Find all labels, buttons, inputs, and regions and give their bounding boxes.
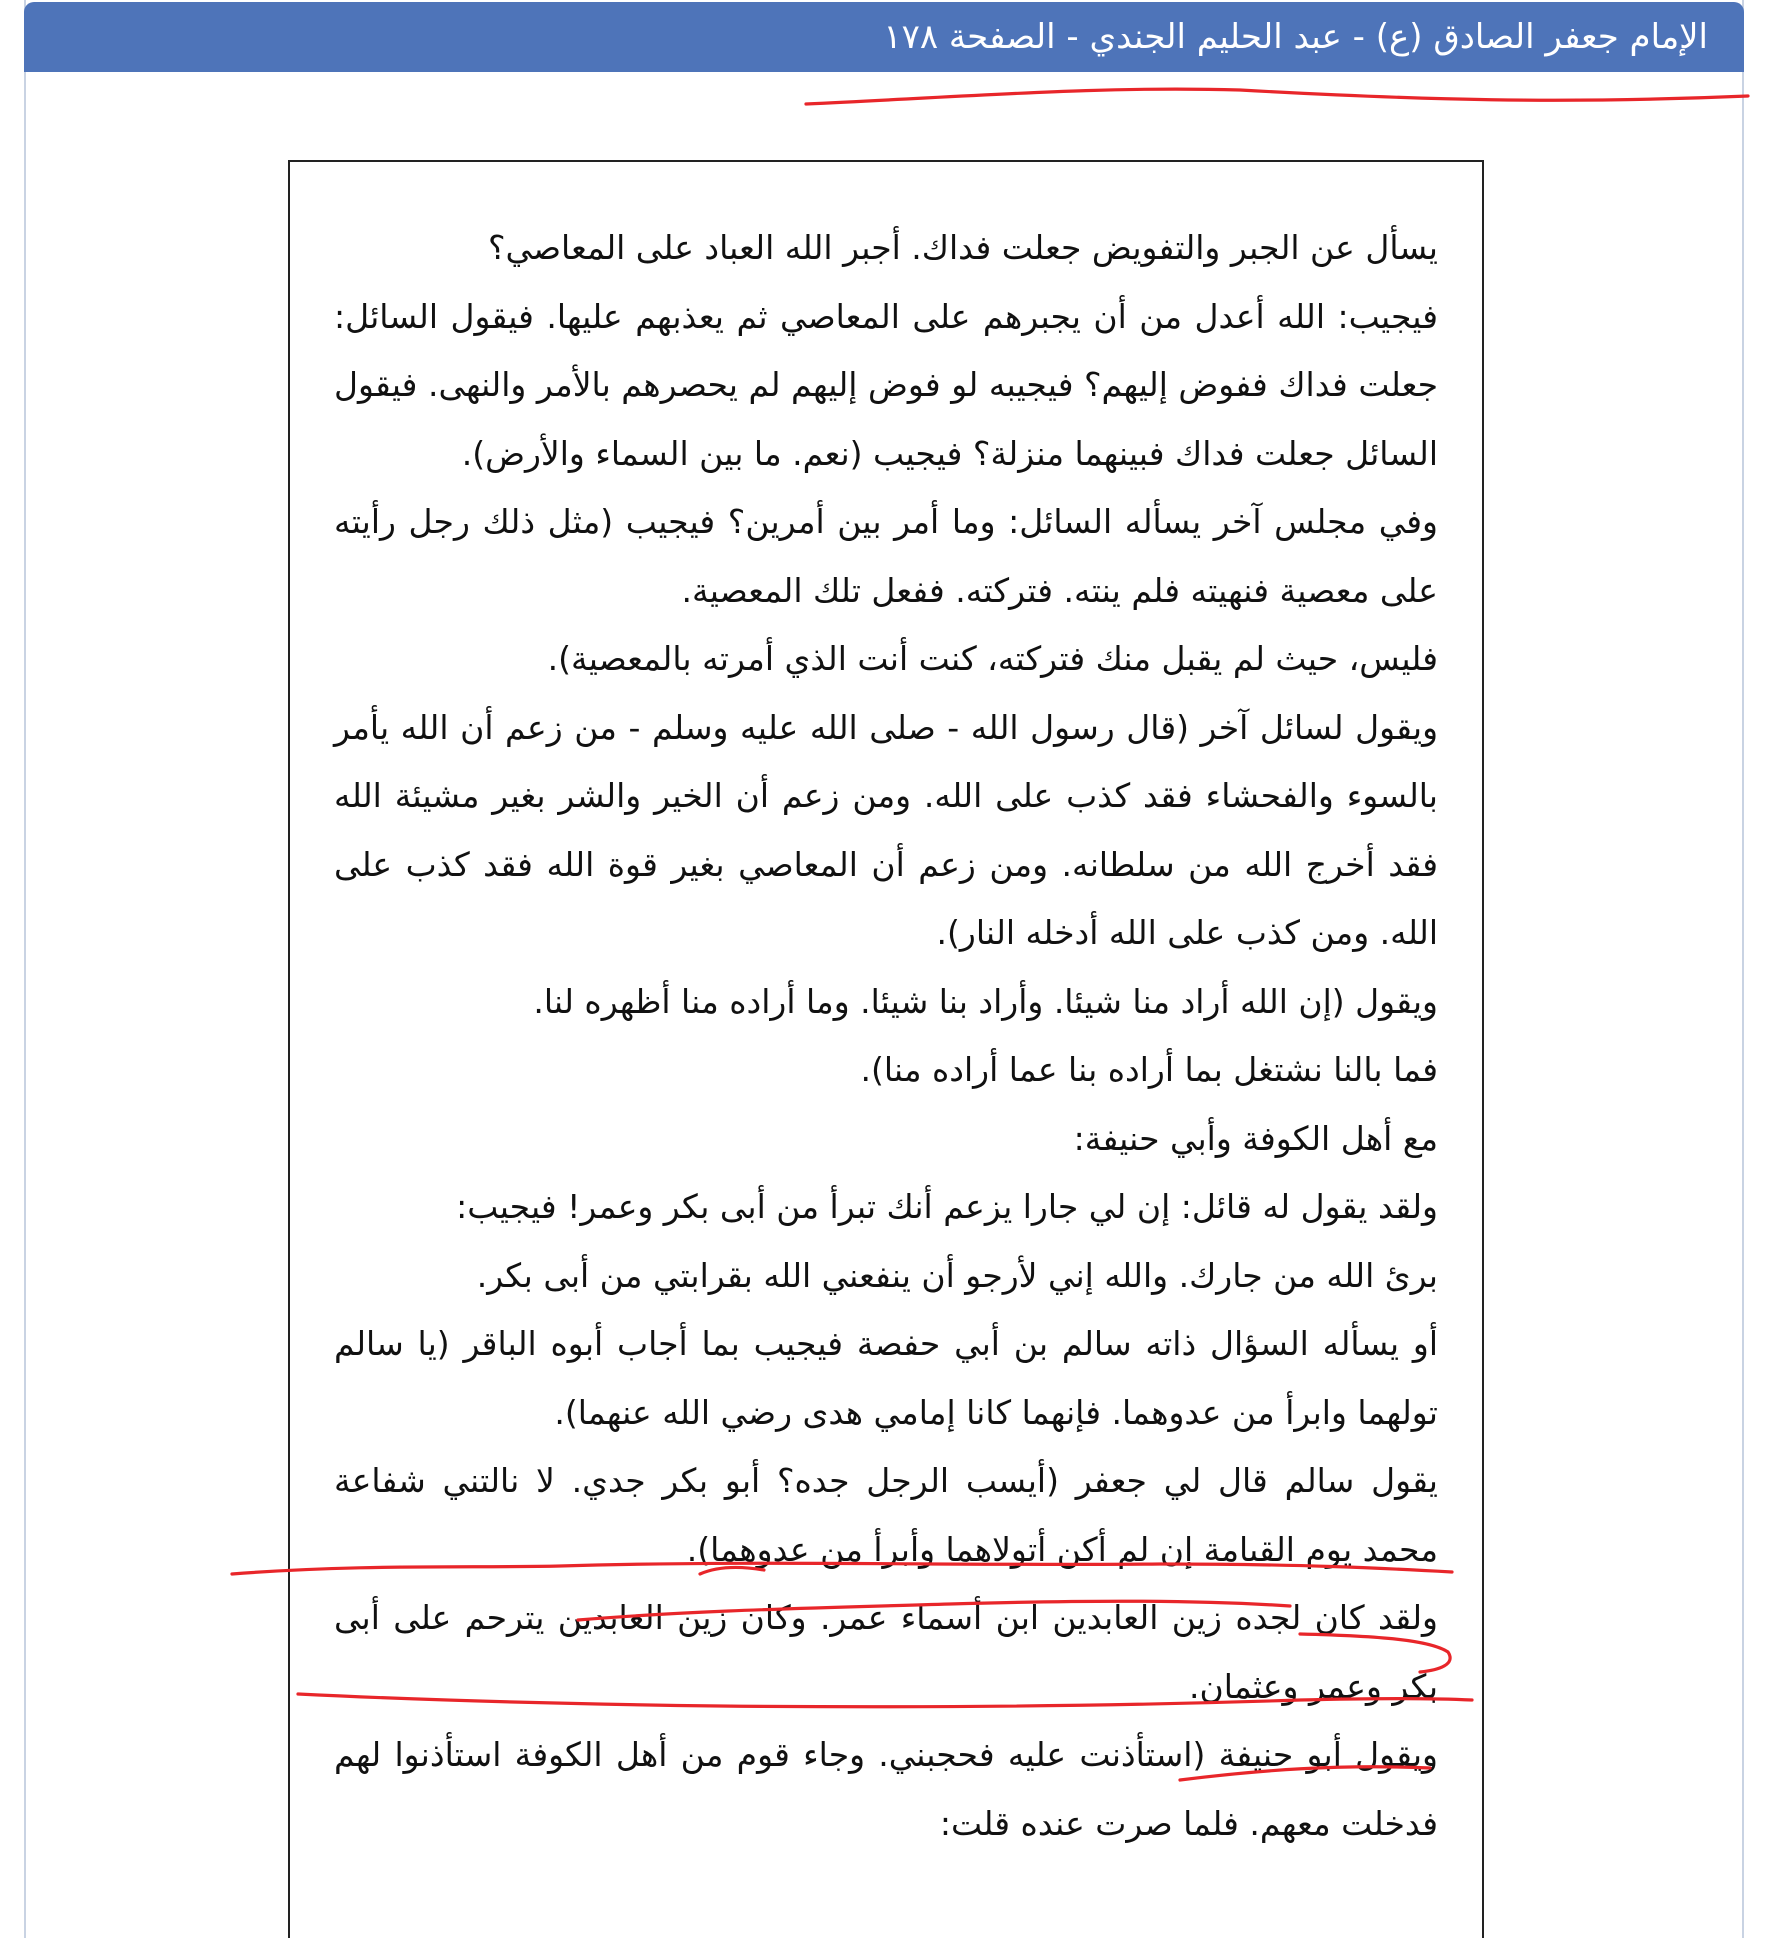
paragraph: ولقد يقول له قائل: إن لي جارا يزعم أنك تبرأ من أبى بكر وعمر! فيجيب: [456, 1187, 1438, 1226]
paragraph: فما بالنا نشتغل بما أراده بنا عما أراده منا). [860, 1050, 1438, 1089]
title-bar [24, 2, 1744, 72]
paragraph: فليس، حيث لم يقبل منك فتركته، كنت أنت الذي أمرته بالمعصية). [547, 639, 1438, 678]
paragraph: ويقول أبو حنيفة (استأذنت عليه فحجبني. وجاء قوم من أهل الكوفة استأذنوا لهم فدخلت معهم. فلما صرت عنده قلت: [334, 1735, 1438, 1843]
paragraph: أو يسأله السؤال ذاته سالم بن أبي حفصة فيجيب بما أجاب أبوه الباقر (يا سالم تولهما وابرأ من عدوهما. فإنهما كانا إمامي هدى رضي الله عنهما). [334, 1324, 1438, 1432]
section-heading: مع أهل الكوفة وأبي حنيفة: [1073, 1118, 1438, 1158]
page-title: الإمام جعفر الصادق (ع) - عبد الحليم الجندي - الصفحة ١٧٨ [883, 17, 1708, 57]
paragraph: ولقد كان لجده زين العابدين ابن أسماء عمر. وكان زين العابدين يترحم على أبى بكر وعمر وعثمان. [334, 1598, 1438, 1706]
paragraph: يقول سالم قال لي جعفر (أيسب الرجل جده؟ أبو بكر جدي. لا نالتني شفاعة محمد يوم القيامة إن لم أكن أتولاهما وأبرأ من عدوهما). [334, 1461, 1438, 1569]
paragraph: برئ الله من جارك. والله إني لأرجو أن ينفعني الله بقرابتي من أبى بكر. [476, 1255, 1438, 1295]
paragraph: ويقول لسائل آخر (قال رسول الله - صلى الله عليه وسلم - من زعم أن الله يأمر بالسوء والفحشاء فقد كذب على الله. ومن زعم أن الخير والشر بغير مشيئة الله فقد أخرج الله من سلطانه. ومن زعم أن المعاصي بغير قوة الله فقد كذب على الله. ومن كذب على الله أدخله النار). [334, 707, 1438, 952]
paragraph: وفي مجلس آخر يسأله السائل: وما أمر بين أمرين؟ فيجيب (مثل ذلك رجل رأيته على معصية فنهيته فلم ينته. فتركته. ففعل تلك المعصية. [334, 502, 1438, 610]
page-body [334, 214, 1438, 1858]
paragraph: يسأل عن الجبر والتفويض جعلت فداك. أجبر الله العباد على المعاصي؟ [488, 228, 1438, 267]
paragraph: فيجيب: الله أعدل من أن يجبرهم على المعاصي ثم يعذبهم عليها. فيقول السائل: جعلت فداك ففوض إليهم؟ فيجيبه لو فوض إليهم لم يحصرهم بالأمر والنهى. فيقول السائل جعلت فداك فبينهما منزلة؟ فيجيب (نعم. ما بين السماء والأرض). [334, 296, 1438, 473]
paragraph: ويقول (إن الله أراد منا شيئا. وأراد بنا شيئا. وما أراده منا أظهره لنا. [533, 981, 1438, 1021]
scanned-page [288, 160, 1484, 1938]
